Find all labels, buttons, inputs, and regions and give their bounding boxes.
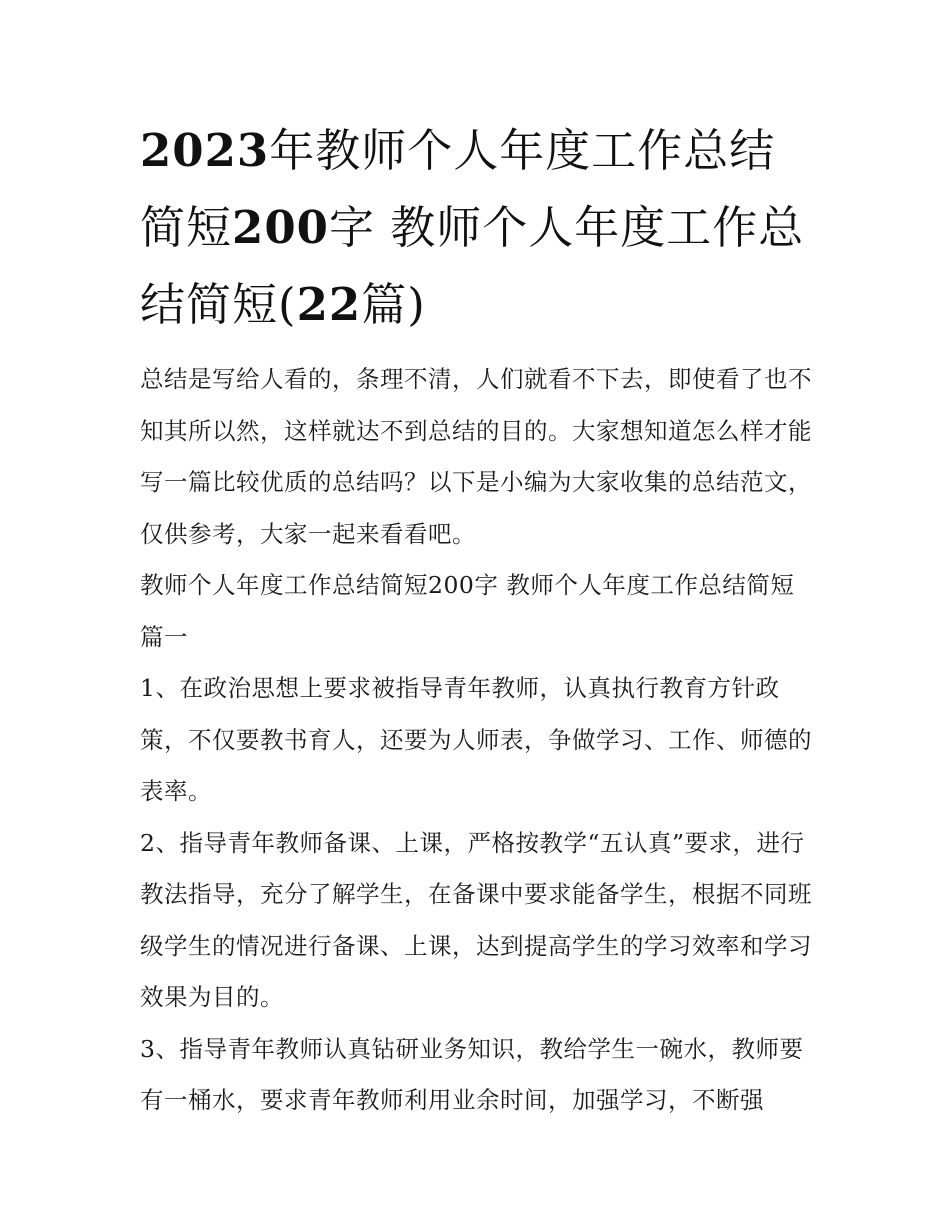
document-page (140, 112, 815, 1127)
title-count: 200 (232, 201, 329, 254)
title-year: 2023 (140, 124, 270, 177)
intro-paragraph: 总结是写给人看的，条理不清，人们就看不下去，即使看了也不知其所以然，这样就达不到总结的目的。大家想知道怎么样才能写一篇比较优质的总结吗？以下是小编为大家收集的总结范文，仅供参考，大家一起来看看吧。 (140, 365, 812, 548)
body-paragraph: 1、在政治思想上要求被指导青年教师，认真执行教育方针政策，不仅要教书育人，还要为人师表，争做学习、工作、师德的表率。 (140, 674, 812, 805)
title-num: 22 (296, 278, 362, 331)
title-text-1: 年教师个人年度工作总结简短 (140, 124, 776, 254)
body-paragraph: 2、指导青年教师备课、上课，严格按教学“五认真”要求，进行教法指导，充分了解学生，在备课中要求能备学生，根据不同班级学生的情况进行备课、上课，达到提高学生的学习效率和学习效果为目的。 (140, 828, 812, 1011)
title-text-3: 篇) (361, 278, 426, 331)
body-paragraph: 3、指导青年教师认真钻研业务知识，教给学生一碗水，教师要有一桶水，要求青年教师利用业余时间，加强学习，不断强 (140, 1034, 804, 1114)
title-text-2: 字 教师个人年度工作总结简短( (140, 201, 805, 331)
section-heading: 教师个人年度工作总结简短200字 教师个人年度工作总结简短篇一 (140, 571, 795, 651)
document-title (140, 112, 815, 343)
